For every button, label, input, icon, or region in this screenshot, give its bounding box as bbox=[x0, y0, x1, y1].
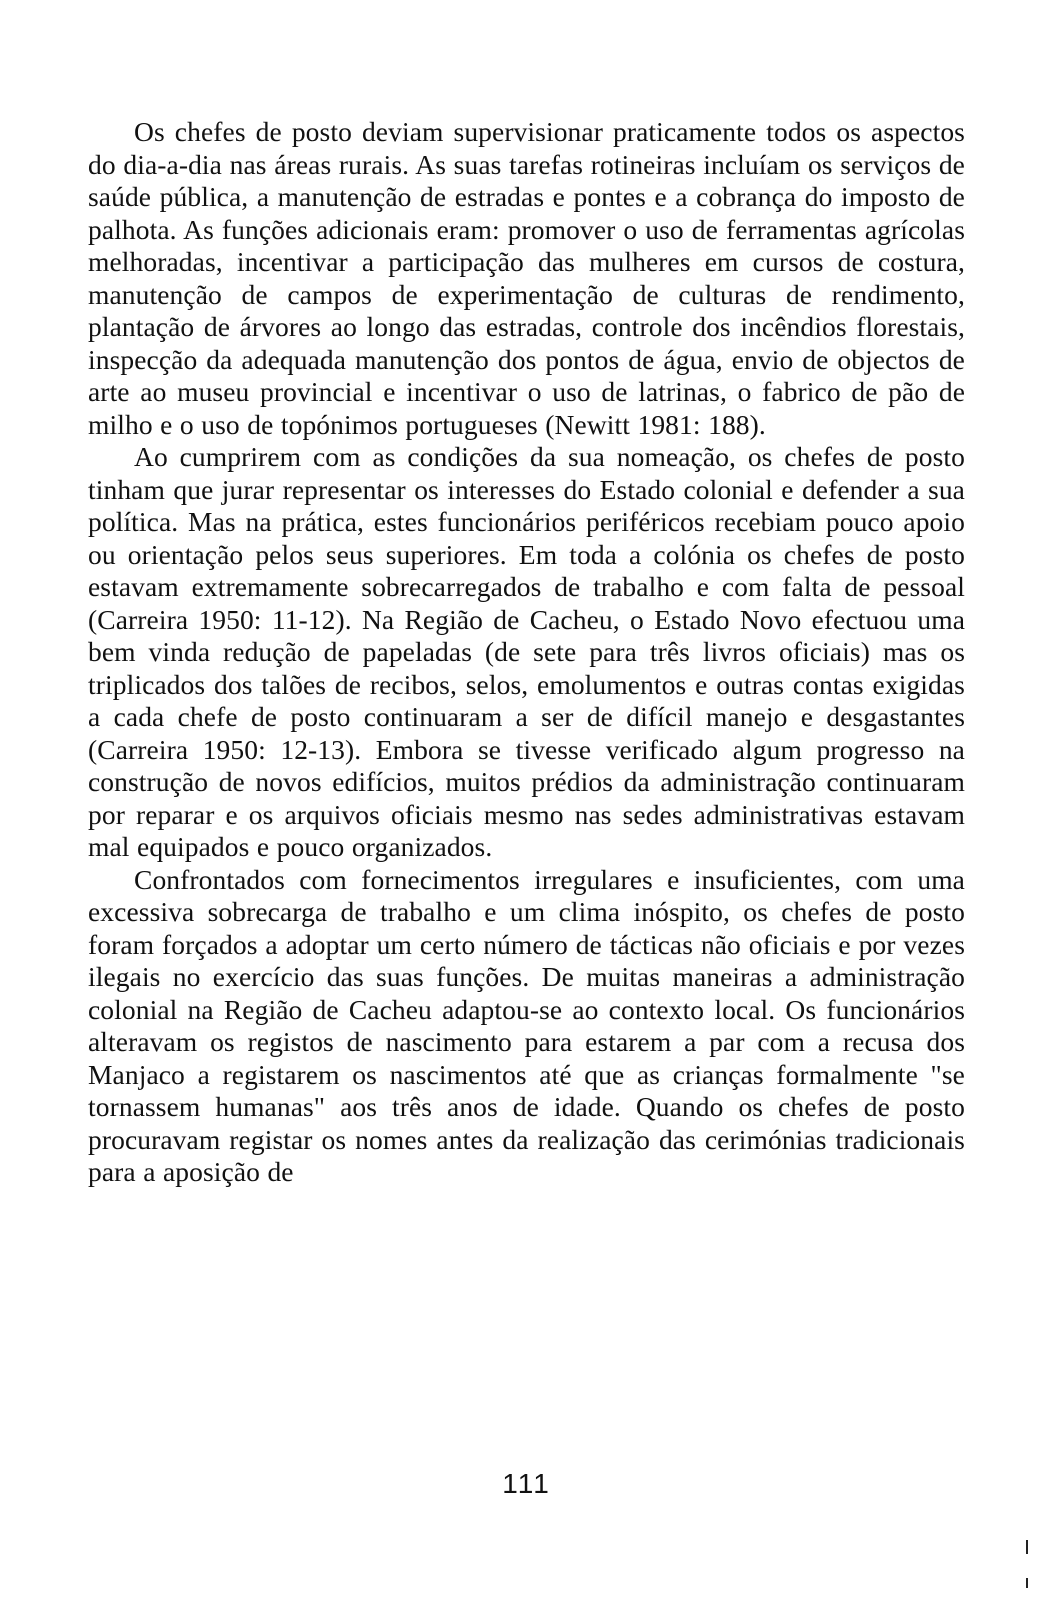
scan-edge-mark bbox=[1026, 1540, 1028, 1554]
page-content bbox=[88, 116, 965, 1586]
paragraph-3: Confrontados com fornecimentos irregulares e insuficientes, com uma excessiva sobrecarga de trabalho e um clima inóspito, os chefes de posto foram forçados a adoptar um certo número de tácticas não oficiais e por vezes ilegais no exercício das suas funções. De muitas maneiras a administração colonial na Região de Cacheu adaptou-se ao contexto local. Os funcionários alteravam os registos de nascimento para estarem a par com a recusa dos Manjaco a registarem os nascimentos até que as crianças formalmente "se tornassem humanas" aos três anos de idade. Quando os chefes de posto procuravam registar os nomes antes da realização das cerimónias tradicionais para a aposição de bbox=[88, 863, 965, 1187]
scan-edge-mark bbox=[1026, 1578, 1028, 1588]
paragraph-1: Os chefes de posto deviam supervisionar praticamente todos os aspectos do dia-a-dia nas áreas rurais. As suas tarefas rotineiras incluíam os serviços de saúde pública, a manutenção de estradas e pontes e a cobrança do imposto de palhota. As funções adicionais eram: promover o uso de ferramentas agrícolas melhoradas, incentivar a participação das mulheres em cursos de costura, manutenção de campos de experimentação de culturas de rendimento, plantação de árvores ao longo das estradas, controle dos incêndios florestais, inspecção da adequada manutenção dos pontos de água, envio de objectos de arte ao museu provincial e incentivar o uso de latrinas, o fabrico de pão de milho e o uso de topónimos portugueses (Newitt 1981: 188). bbox=[88, 116, 965, 440]
body-text bbox=[88, 116, 965, 1189]
paragraph-2: Ao cumprirem com as condições da sua nomeação, os chefes de posto tinham que jurar representar os interesses do Estado colonial e defender a sua política. Mas na prática, estes funcionários periféricos recebiam pouco apoio ou orientação pelos seus superiores. Em toda a colónia os chefes de posto estavam extremamente sobrecarregados de trabalho e com falta de pessoal (Carreira 1950: 11-12). Na Região de Cacheu, o Estado Novo efectuou uma bem vinda redução de papeladas (de sete para três livros oficiais) mas os triplicados dos talões de recibos, selos, emolumentos e outras contas exigidas a cada chefe de posto continuaram a ser de difícil manejo e desgastantes (Carreira 1950: 12-13). Embora se tivesse verificado algum progresso na construção de novos edifícios, muitos prédios da administração continuaram por reparar e os arquivos oficiais mesmo nas sedes administrativas estavam mal equipados e pouco organizados. bbox=[88, 441, 965, 862]
page-number: 111 bbox=[502, 1468, 551, 1499]
